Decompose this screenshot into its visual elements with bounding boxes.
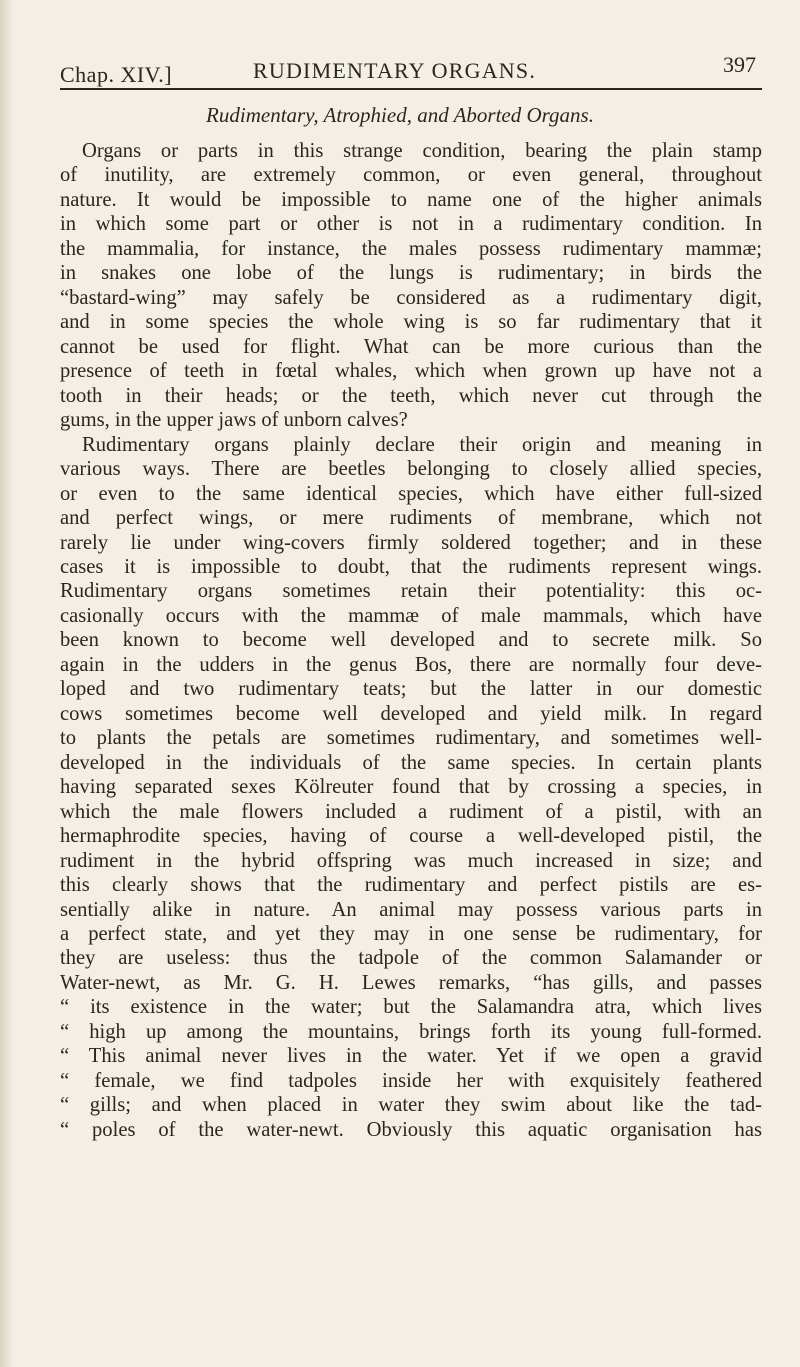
running-title: RUDIMENTARY ORGANS.	[253, 58, 537, 83]
text-line: Water-newt, as Mr. G. H. Lewes remarks, “has gills, and passes	[60, 971, 762, 994]
header-rule	[60, 88, 762, 90]
running-head	[60, 52, 760, 92]
text-line: “ female, we find tadpoles inside her with exquisitely feathered	[60, 1069, 762, 1092]
text-line: to plants the petals are sometimes rudimentary, and sometimes well-	[60, 727, 762, 750]
text-line: they are useless: thus the tadpole of the common Salamander or	[60, 947, 762, 970]
text-line: cases it is impossible to doubt, that the rudiments represent wings.	[60, 555, 762, 578]
text-line: this clearly shows that the rudimentary and perfect pistils are es-	[60, 874, 762, 897]
text-line: sentially alike in nature. An animal may possess various parts in	[60, 898, 762, 921]
text-line: Rudimentary organs plainly declare their origin and meaning in	[82, 433, 762, 456]
text-line: casionally occurs with the mammæ of male mammals, which have	[60, 604, 762, 627]
text-line: “bastard-wing” may safely be considered as a rudimentary digit,	[60, 286, 762, 309]
text-line: cows sometimes become well developed and yield milk. In regard	[60, 702, 762, 725]
text-line: and perfect wings, or mere rudiments of membrane, which not	[60, 507, 762, 530]
text-line: hermaphrodite species, having of course a well-developed pistil, the	[60, 825, 762, 848]
text-line: “ This animal never lives in the water. Yet if we open a gravid	[60, 1045, 762, 1068]
text-line: or even to the same identical species, which have either full-sized	[60, 482, 762, 505]
text-line: “ high up among the mountains, brings forth its young full-formed.	[60, 1020, 762, 1043]
text-line: having separated sexes Kölreuter found that by crossing a species, in	[60, 776, 762, 799]
chapter-label: Chap. XIV.]	[60, 62, 173, 87]
text-line: been known to become well developed and to secrete milk. So	[60, 629, 762, 652]
text-line: nature. It would be impossible to name one of the higher animals	[60, 188, 762, 211]
text-line: “ its existence in the water; but the Salamandra atra, which lives	[60, 996, 762, 1019]
text-line: “ poles of the water-newt. Obviously this aquatic organisation has	[60, 1118, 762, 1141]
text-line: tooth in their heads; or the teeth, which never cut through the	[60, 384, 762, 407]
text-line: developed in the individuals of the same species. In certain plants	[60, 751, 762, 774]
page-gutter-shadow	[0, 0, 14, 1367]
text-line: again in the udders in the genus Bos, there are normally four deve-	[60, 653, 762, 676]
text-line: rudiment in the hybrid offspring was much increased in size; and	[60, 849, 762, 872]
page-number: 397	[723, 52, 756, 77]
text-line: Rudimentary organs sometimes retain their potentiality: this oc-	[60, 580, 762, 603]
text-line: of inutility, are extremely common, or even general, throughout	[60, 164, 762, 187]
text-line: Organs or parts in this strange condition, bearing the plain stamp	[82, 140, 762, 162]
text-line: rarely lie under wing-covers firmly soldered together; and in these	[60, 531, 762, 554]
text-line: the mammalia, for instance, the males possess rudimentary mammæ;	[60, 237, 762, 260]
text-line: “ gills; and when placed in water they swim about like the tad-	[60, 1094, 762, 1117]
section-heading: Rudimentary, Atrophied, and Aborted Organs.	[206, 103, 594, 127]
text-line: gums, in the upper jaws of unborn calves?	[60, 409, 408, 432]
text-line: a perfect state, and yet they may in one sense be rudimentary, for	[60, 923, 762, 945]
text-line: which the male flowers included a rudiment of a pistil, with an	[60, 800, 762, 823]
text-line: cannot be used for flight. What can be more curious than the	[60, 335, 762, 358]
text-line: and in some species the whole wing is so far rudimentary that it	[60, 311, 762, 334]
text-line: in snakes one lobe of the lungs is rudimentary; in birds the	[60, 262, 762, 285]
text-line: presence of teeth in fœtal whales, which when grown up have not a	[60, 360, 762, 383]
text-line: loped and two rudimentary teats; but the latter in our domestic	[60, 678, 762, 701]
body-text	[60, 139, 762, 1142]
text-line: various ways. There are beetles belonging to closely allied species,	[60, 458, 762, 481]
text-line: in which some part or other is not in a rudimentary condition. In	[60, 213, 762, 236]
